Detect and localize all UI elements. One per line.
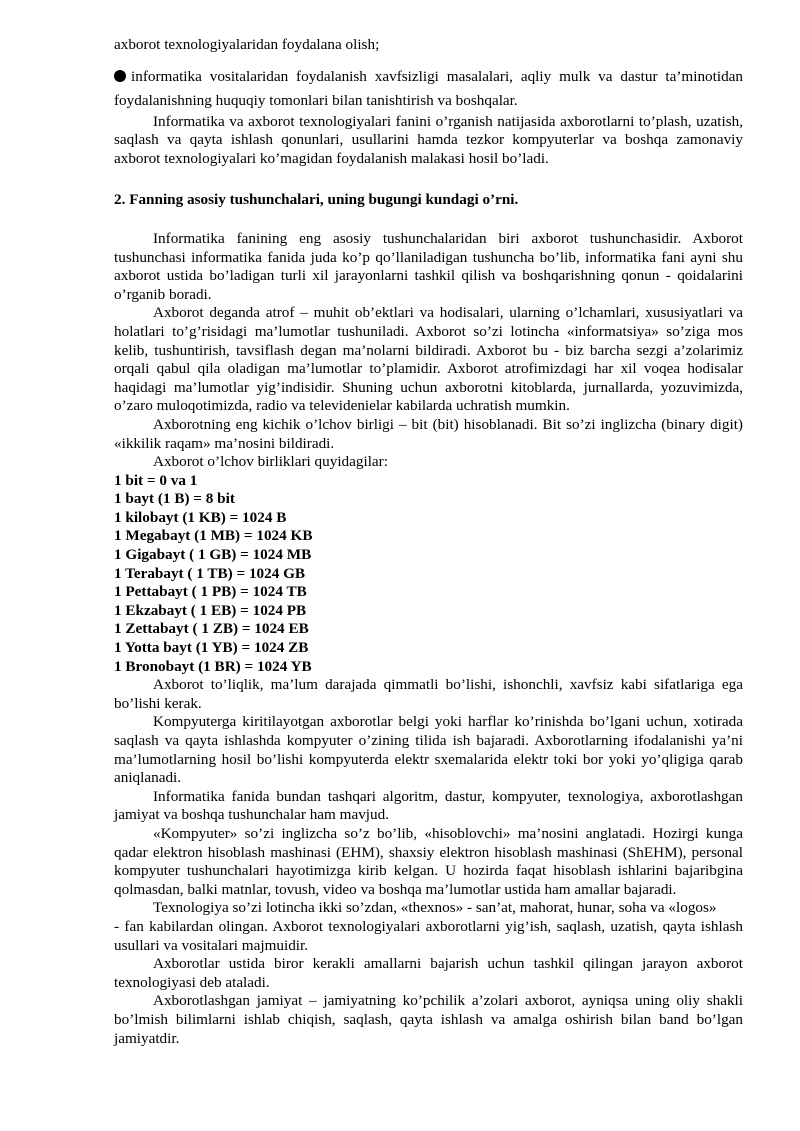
paragraph: Axborot to’liqlik, ma’lum darajada qimmatli bo’lishi, ishonchli, xavfsiz kabi sifatlariga ega bo’lishi kerak. (114, 676, 743, 712)
unit-line: 1 bayt (1 B) = 8 bit (114, 490, 235, 508)
document-content (114, 36, 743, 1048)
unit-line: 1 Ekzabayt ( 1 EB) = 1024 PB (114, 601, 307, 619)
paragraph: Informatika fanining eng asosiy tushunchalaridan biri axborot tushunchasidir. Axborot tushunchasi informatika fanida juda ko’p qo’llaniladigan tushuncha bo’lib, informatika fani ayni shu axborot ustida bo’ladigan turli xil jarayonlarni tashkil qilish va boshqarishning qonun - qoidalarini o’rganib boradi. (114, 229, 743, 303)
paragraph: Axborotlashgan jamiyat – jamiyatning ko’pchilik a’zolari axborot, ayniqsa uning oliy shakli bo’lmish bilimlarni ishlab chiqish, saqlash, qayta ishlash va amalga oshirish bilan band bo’lgan jamiyatdir. (114, 992, 743, 1047)
unit-line: 1 Gigabayt ( 1 GB) = 1024 MB (114, 546, 312, 564)
bullet-item (114, 65, 743, 113)
unit-line: 1 Terabayt ( 1 TB) = 1024 GB (114, 564, 306, 582)
paragraph: «Kompyuter» so’zi inglizcha so’z bo’lib, «hisoblovchi» ma’nosini anglatadi. Hozirgi kunga qadar elektron hisoblash mashinasi (EHM), shaxsiy elektron hisoblash mashinasi (ShEHM), personal kompyuter tushunchalari hayotimizga kirib kelgan. U hozirda faqat hisoblash ishlarini bajaribgina qolmasdan, balki matnlar, tovush, video va boshqa ma’lumotlar ustida ham amallar bajaradi. (114, 824, 743, 898)
text-line: axborot texnologiyalaridan foydalana olish; (114, 36, 380, 53)
paragraph: Axborot o’lchov birliklari quyidagilar: (153, 453, 388, 471)
bullet-icon (114, 70, 126, 82)
paragraph: - fan kabilardan olingan. Axborot texnologiyalari axborotlarni yig’ish, saqlash, uzatish, qayta ishlash usullari va vositalari majmuidir. (114, 917, 743, 954)
unit-line: 1 Zettabayt ( 1 ZB) = 1024 EB (114, 620, 309, 638)
section-heading: 2. Fanning asosiy tushunchalari, uning bugungi kundagi o’rni. (114, 191, 519, 209)
paragraph: Axborotning eng kichik o’lchov birligi – bit (bit) hisoblanadi. Bit so’zi inglizcha (binary digit) «ikkilik raqam» ma’nosini bildiradi. (114, 415, 743, 452)
unit-line: 1 Megabayt (1 MB) = 1024 KB (114, 527, 313, 545)
paragraph: Kompyuterga kiritilayotgan axborotlar belgi yoki harflar ko’rinishda bo’lgani uchun, xotirada saqlash va qayta ishlashda kompyuter o’zining tilida ish bajaradi. Axborotlarning ifodalanishi ya’ni ma’lumotlarning hosil bo’lishi kompyuterda elektr sxemalarida elektr toki bor yoki yo’qligiga qarab aniqlanadi. (114, 713, 743, 787)
paragraph: Informatika fanida bundan tashqari algoritm, dastur, kompyuter, texnologiya, axborotlashgan jamiyat va boshqa tushunchalar ham mavjud. (114, 787, 743, 824)
unit-line: 1 Pettabayt ( 1 PB) = 1024 TB (114, 583, 307, 601)
paragraph: Texnologiya so’zi lotincha ikki so’zdan, «thexnos» - san’at, mahorat, hunar, soha va «logos» (153, 899, 717, 917)
unit-line: 1 kilobayt (1 KB) = 1024 B (114, 508, 287, 526)
unit-line: 1 Yotta bayt (1 YB) = 1024 ZB (114, 639, 309, 657)
paragraph: Axborotlar ustida biror kerakli amallarni bajarish uchun tashkil qilingan jarayon axborot texnologiyasi deb ataladi. (114, 955, 743, 991)
paragraph: Axborot deganda atrof – muhit ob’ektlari va hodisalari, ularning o’lchamlari, xususiyatlari va holatlari to’g’risidagi ma’lumotlar tushuniladi. Axborot so’zi lotincha «informatsiya» so’ziga mos kelib, tushuntirish, tavsiflash degan ma’nolarni bildiradi. Axborot bu - biz barcha sezgi a’zolarimiz orqali qabul qila oladigan ma’lumotlar to’plamidir. Axborot atrofimizdagi har xil voqea hodisalar haqidagi ma’lumotlar yig’indisidir. Shuning uchun axborotni kitoblarda, jurnallarda, yozuvimizda, o’zaro muloqotimizda, radio va televidenielar kabilarda uchratish mumkin. (114, 304, 743, 415)
units-list (114, 472, 743, 677)
unit-line: 1 Bronobayt (1 BR) = 1024 YB (114, 657, 312, 675)
unit-line: 1 bit = 0 va 1 (114, 471, 198, 489)
bullet-text: informatika vositalaridan foydalanish xavfsizligi masalalari, aqliy mulk va dastur ta’minotidan foydalanishning huquqiy tomonlari bilan tanishtirish va boshqalar. (114, 67, 743, 109)
paragraph: Informatika va axborot texnologiyalari fanini o’rganish natijasida axborotlarni to’plash, uzatish, saqlash va qayta ishlash qonunlari, usullarini hamda tezkor kompyuterlar va boshqa zamonaviy axborot texnologiyalari ko’magidan foydalanish malakasi hosil bo’ladi. (114, 112, 743, 167)
